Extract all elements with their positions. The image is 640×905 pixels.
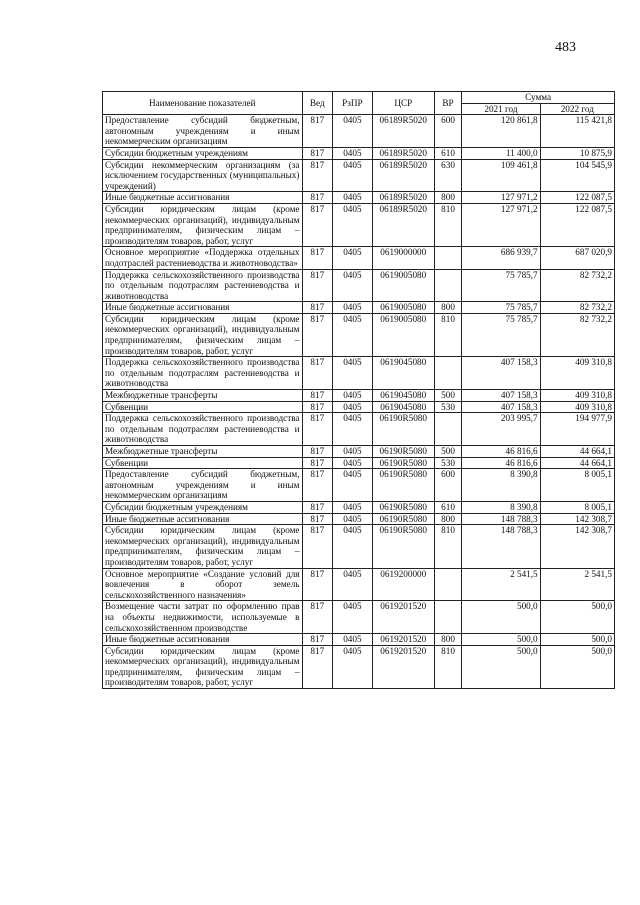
cell-name: Предоставление субсидий бюджетным, автономным учреждениям и иным некоммерческим организациям xyxy=(103,115,303,148)
cell-ved: 817 xyxy=(302,634,333,646)
table-row xyxy=(103,247,615,269)
cell-sum-2021: 75 785,7 xyxy=(462,313,540,356)
cell-rzpr: 0405 xyxy=(333,147,373,159)
cell-csr: 0619005080 xyxy=(372,313,434,356)
cell-csr: 0619045080 xyxy=(372,390,434,402)
cell-name: Поддержка сельскохозяйственного производства по отдельным подотраслям растениеводства и животноводства xyxy=(103,413,303,446)
cell-csr: 06190R5080 xyxy=(372,525,434,568)
header-csr: ЦСР xyxy=(372,92,434,115)
table-row xyxy=(103,313,615,356)
cell-rzpr: 0405 xyxy=(333,446,373,458)
cell-vr: 800 xyxy=(434,192,461,204)
cell-vr: 530 xyxy=(434,457,461,469)
cell-sum-2021: 120 861,8 xyxy=(462,115,540,148)
cell-name: Иные бюджетные ассигнования xyxy=(103,192,303,204)
cell-csr: 0619201520 xyxy=(372,634,434,646)
cell-vr: 600 xyxy=(434,115,461,148)
cell-ved: 817 xyxy=(302,457,333,469)
cell-rzpr: 0405 xyxy=(333,357,373,390)
cell-ved: 817 xyxy=(302,147,333,159)
cell-sum-2021: 109 461,8 xyxy=(462,159,540,192)
table-body xyxy=(103,115,615,689)
table-row xyxy=(103,203,615,246)
cell-ved: 817 xyxy=(302,413,333,446)
cell-sum-2022: 104 545,9 xyxy=(540,159,614,192)
cell-ved: 817 xyxy=(302,357,333,390)
cell-sum-2022: 8 005,1 xyxy=(540,501,614,513)
cell-ved: 817 xyxy=(302,501,333,513)
cell-csr: 06190R5080 xyxy=(372,469,434,502)
table-row xyxy=(103,457,615,469)
table-row xyxy=(103,302,615,314)
cell-name: Возмещение части затрат по оформлению прав на объекты недвижимости, используемые в сельскохозяйственном производстве xyxy=(103,601,303,634)
cell-rzpr: 0405 xyxy=(333,401,373,413)
cell-vr: 810 xyxy=(434,313,461,356)
cell-sum-2021: 203 995,7 xyxy=(462,413,540,446)
table-row xyxy=(103,446,615,458)
cell-sum-2021: 46 816,6 xyxy=(462,457,540,469)
cell-ved: 817 xyxy=(302,203,333,246)
table-row xyxy=(103,413,615,446)
cell-ved: 817 xyxy=(302,302,333,314)
cell-sum-2021: 8 390,8 xyxy=(462,469,540,502)
header-year-2021: 2021 год xyxy=(462,103,540,115)
cell-sum-2022: 500,0 xyxy=(540,634,614,646)
cell-sum-2021: 686 939,7 xyxy=(462,247,540,269)
cell-name: Субсидии юридическим лицам (кроме некоммерческих организаций), индивидуальным предпринимателям, физическим лицам – производителям товаров, работ, услуг xyxy=(103,203,303,246)
cell-name: Поддержка сельскохозяйственного производства по отдельным подотраслям растениеводства и животноводства xyxy=(103,357,303,390)
cell-rzpr: 0405 xyxy=(333,568,373,601)
cell-rzpr: 0405 xyxy=(333,269,373,302)
cell-sum-2022: 8 005,1 xyxy=(540,469,614,502)
cell-rzpr: 0405 xyxy=(333,313,373,356)
cell-vr: 800 xyxy=(434,302,461,314)
table-row xyxy=(103,357,615,390)
cell-rzpr: 0405 xyxy=(333,501,373,513)
cell-vr: 530 xyxy=(434,401,461,413)
cell-ved: 817 xyxy=(302,313,333,356)
cell-ved: 817 xyxy=(302,390,333,402)
cell-ved: 817 xyxy=(302,247,333,269)
cell-rzpr: 0405 xyxy=(333,525,373,568)
cell-sum-2022: 122 087,5 xyxy=(540,203,614,246)
cell-csr: 0619045080 xyxy=(372,357,434,390)
cell-ved: 817 xyxy=(302,469,333,502)
cell-csr: 0619201520 xyxy=(372,601,434,634)
cell-name: Субсидии юридическим лицам (кроме некоммерческих организаций), индивидуальным предпринимателям, физическим лицам – производителям товаров, работ, услуг xyxy=(103,645,303,688)
cell-rzpr: 0405 xyxy=(333,115,373,148)
cell-csr: 06190R5080 xyxy=(372,446,434,458)
cell-csr: 0619045080 xyxy=(372,401,434,413)
page-number: 483 xyxy=(555,40,576,55)
cell-sum-2021: 127 971,2 xyxy=(462,192,540,204)
cell-rzpr: 0405 xyxy=(333,390,373,402)
cell-sum-2022: 2 541,5 xyxy=(540,568,614,601)
cell-rzpr: 0405 xyxy=(333,469,373,502)
cell-sum-2022: 122 087,5 xyxy=(540,192,614,204)
cell-vr xyxy=(434,357,461,390)
cell-ved: 817 xyxy=(302,645,333,688)
cell-ved: 817 xyxy=(302,446,333,458)
cell-sum-2021: 75 785,7 xyxy=(462,302,540,314)
cell-csr: 0619201520 xyxy=(372,645,434,688)
cell-name: Субсидии бюджетным учреждениям xyxy=(103,147,303,159)
cell-csr: 06190R5080 xyxy=(372,501,434,513)
table-row xyxy=(103,513,615,525)
cell-sum-2022: 115 421,8 xyxy=(540,115,614,148)
cell-name: Субсидии бюджетным учреждениям xyxy=(103,501,303,513)
cell-sum-2021: 500,0 xyxy=(462,601,540,634)
header-rzpr: РзПР xyxy=(333,92,373,115)
cell-vr: 810 xyxy=(434,525,461,568)
cell-sum-2022: 82 732,2 xyxy=(540,313,614,356)
cell-name: Субсидии юридическим лицам (кроме некоммерческих организаций), индивидуальным предпринимателям, физическим лицам – производителям товаров, работ, услуг xyxy=(103,525,303,568)
cell-sum-2022: 500,0 xyxy=(540,645,614,688)
cell-sum-2022: 44 664,1 xyxy=(540,457,614,469)
cell-sum-2022: 44 664,1 xyxy=(540,446,614,458)
cell-ved: 817 xyxy=(302,525,333,568)
cell-vr xyxy=(434,413,461,446)
cell-csr: 06189R5020 xyxy=(372,115,434,148)
header-sum: Сумма xyxy=(462,92,615,104)
table-row xyxy=(103,501,615,513)
cell-csr: 0619005080 xyxy=(372,302,434,314)
cell-ved: 817 xyxy=(302,159,333,192)
table-row xyxy=(103,645,615,688)
table-row xyxy=(103,568,615,601)
cell-sum-2021: 500,0 xyxy=(462,634,540,646)
table-header xyxy=(103,92,615,115)
table-row xyxy=(103,525,615,568)
cell-sum-2022: 409 310,8 xyxy=(540,357,614,390)
cell-sum-2022: 687 020,9 xyxy=(540,247,614,269)
cell-rzpr: 0405 xyxy=(333,302,373,314)
cell-rzpr: 0405 xyxy=(333,634,373,646)
cell-sum-2022: 194 977,9 xyxy=(540,413,614,446)
cell-vr: 810 xyxy=(434,645,461,688)
cell-rzpr: 0405 xyxy=(333,192,373,204)
cell-csr: 06190R5080 xyxy=(372,513,434,525)
cell-sum-2022: 82 732,2 xyxy=(540,269,614,302)
cell-sum-2021: 8 390,8 xyxy=(462,501,540,513)
cell-sum-2022: 10 875,9 xyxy=(540,147,614,159)
cell-name: Иные бюджетные ассигнования xyxy=(103,302,303,314)
cell-name: Иные бюджетные ассигнования xyxy=(103,513,303,525)
cell-rzpr: 0405 xyxy=(333,413,373,446)
cell-vr xyxy=(434,568,461,601)
header-name: Наименование показателей xyxy=(103,92,303,115)
table-row xyxy=(103,634,615,646)
cell-ved: 817 xyxy=(302,513,333,525)
cell-sum-2021: 148 788,3 xyxy=(462,525,540,568)
cell-name: Межбюджетные трансферты xyxy=(103,446,303,458)
cell-sum-2022: 409 310,8 xyxy=(540,390,614,402)
cell-vr xyxy=(434,269,461,302)
cell-sum-2021: 407 158,3 xyxy=(462,401,540,413)
cell-ved: 817 xyxy=(302,269,333,302)
cell-name: Основное мероприятие «Создание условий для вовлечения в оборот земель сельскохозяйственного назначения» xyxy=(103,568,303,601)
cell-rzpr: 0405 xyxy=(333,645,373,688)
budget-table xyxy=(102,91,615,689)
cell-vr: 610 xyxy=(434,501,461,513)
cell-sum-2021: 148 788,3 xyxy=(462,513,540,525)
cell-csr: 06190R5080 xyxy=(372,457,434,469)
cell-vr: 630 xyxy=(434,159,461,192)
cell-vr: 800 xyxy=(434,513,461,525)
cell-name: Иные бюджетные ассигнования xyxy=(103,634,303,646)
cell-name: Предоставление субсидий бюджетным, автономным учреждениям и иным некоммерческим организациям xyxy=(103,469,303,502)
cell-sum-2021: 11 400,0 xyxy=(462,147,540,159)
cell-sum-2022: 142 308,7 xyxy=(540,525,614,568)
cell-csr: 0619005080 xyxy=(372,269,434,302)
header-vr: ВР xyxy=(434,92,461,115)
table-row xyxy=(103,601,615,634)
table-row xyxy=(103,469,615,502)
cell-sum-2021: 2 541,5 xyxy=(462,568,540,601)
cell-sum-2021: 407 158,3 xyxy=(462,357,540,390)
cell-rzpr: 0405 xyxy=(333,601,373,634)
cell-csr: 06189R5020 xyxy=(372,192,434,204)
cell-vr xyxy=(434,247,461,269)
cell-csr: 06189R5020 xyxy=(372,159,434,192)
table-row xyxy=(103,115,615,148)
table-row xyxy=(103,192,615,204)
cell-csr: 06189R5020 xyxy=(372,203,434,246)
table-row xyxy=(103,401,615,413)
table-row xyxy=(103,269,615,302)
table-row xyxy=(103,390,615,402)
cell-ved: 817 xyxy=(302,401,333,413)
cell-ved: 817 xyxy=(302,192,333,204)
cell-vr: 800 xyxy=(434,634,461,646)
cell-name: Субсидии юридическим лицам (кроме некоммерческих организаций), индивидуальным предпринимателям, физическим лицам – производителям товаров, работ, услуг xyxy=(103,313,303,356)
cell-sum-2021: 75 785,7 xyxy=(462,269,540,302)
header-year-2022: 2022 год xyxy=(540,103,614,115)
cell-csr: 0619200000 xyxy=(372,568,434,601)
cell-rzpr: 0405 xyxy=(333,203,373,246)
cell-vr: 610 xyxy=(434,147,461,159)
cell-ved: 817 xyxy=(302,601,333,634)
cell-vr: 500 xyxy=(434,390,461,402)
cell-sum-2021: 500,0 xyxy=(462,645,540,688)
cell-vr: 500 xyxy=(434,446,461,458)
cell-sum-2021: 127 971,2 xyxy=(462,203,540,246)
cell-sum-2022: 82 732,2 xyxy=(540,302,614,314)
cell-csr: 06189R5020 xyxy=(372,147,434,159)
cell-rzpr: 0405 xyxy=(333,457,373,469)
cell-name: Межбюджетные трансферты xyxy=(103,390,303,402)
cell-vr xyxy=(434,601,461,634)
cell-vr: 810 xyxy=(434,203,461,246)
cell-ved: 817 xyxy=(302,115,333,148)
cell-name: Поддержка сельскохозяйственного производства по отдельным подотраслям растениеводства и животноводства xyxy=(103,269,303,302)
cell-rzpr: 0405 xyxy=(333,247,373,269)
cell-sum-2022: 500,0 xyxy=(540,601,614,634)
table-row xyxy=(103,159,615,192)
cell-csr: 0619000000 xyxy=(372,247,434,269)
cell-sum-2021: 407 158,3 xyxy=(462,390,540,402)
cell-rzpr: 0405 xyxy=(333,513,373,525)
cell-name: Субвенции xyxy=(103,457,303,469)
cell-csr: 06190R5080 xyxy=(372,413,434,446)
cell-ved: 817 xyxy=(302,568,333,601)
cell-sum-2021: 46 816,6 xyxy=(462,446,540,458)
cell-rzpr: 0405 xyxy=(333,159,373,192)
cell-sum-2022: 409 310,8 xyxy=(540,401,614,413)
cell-name: Основное мероприятие «Поддержка отдельных подотраслей растениеводства и животноводства» xyxy=(103,247,303,269)
cell-name: Субвенции xyxy=(103,401,303,413)
cell-vr: 600 xyxy=(434,469,461,502)
cell-sum-2022: 142 308,7 xyxy=(540,513,614,525)
header-ved: Вед xyxy=(302,92,333,115)
cell-name: Субсидии некоммерческим организациям (за исключением государственных (муниципальных) учреждений) xyxy=(103,159,303,192)
table-row xyxy=(103,147,615,159)
